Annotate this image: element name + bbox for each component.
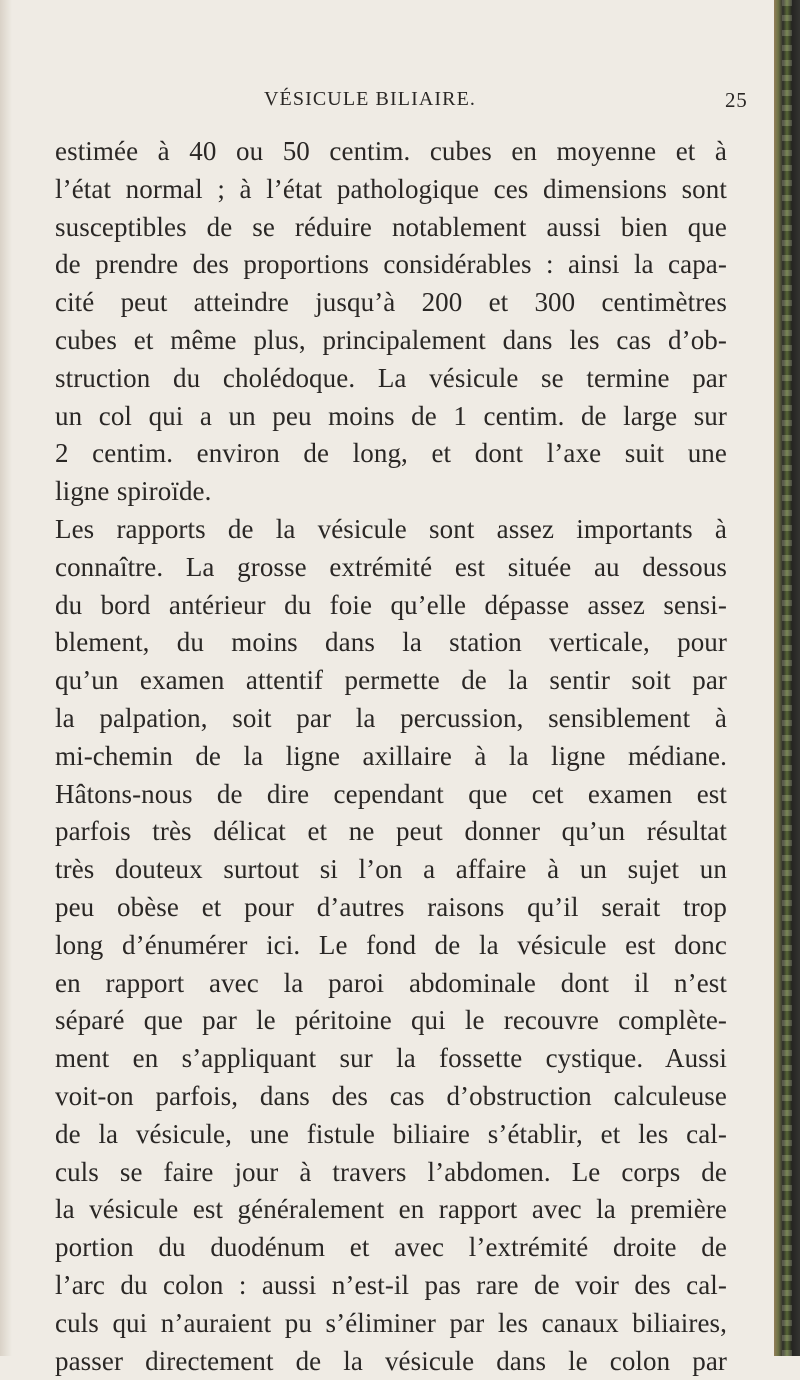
text-line-18: Hâtons-nous de dire cependant que cet examen est <box>55 776 727 814</box>
text-line-9: 2 centim. environ de long, et dont l’axe suit une <box>55 435 727 473</box>
text-line-10: ligne spiroïde. <box>55 473 727 511</box>
page-number: 25 <box>725 88 747 113</box>
text-line-21: peu obèse et pour d’autres raisons qu’il serait trop <box>55 889 727 927</box>
text-line-25: ment en s’appliquant sur la fossette cystique. Aussi <box>55 1040 727 1078</box>
text-line-31: l’arc du colon : aussi n’est-il pas rare de voir des cal- <box>55 1267 727 1305</box>
text-line-16: la palpation, soit par la percussion, sensiblement à <box>55 700 727 738</box>
text-line-32: culs qui n’auraient pu s’éliminer par les canaux biliaires, <box>55 1305 727 1343</box>
text-line-11: Les rapports de la vésicule sont assez importants à <box>55 511 727 549</box>
running-head-title: VÉSICULE BILIAIRE. <box>264 88 476 111</box>
text-line-2: l’état normal ; à l’état pathologique ces dimensions sont <box>55 171 727 209</box>
text-line-19: parfois très délicat et ne peut donner qu’un résultat <box>55 813 727 851</box>
page-edge <box>774 0 800 1356</box>
text-line-13: du bord antérieur du foie qu’elle dépasse assez sensi- <box>55 587 727 625</box>
text-line-29: la vésicule est généralement en rapport avec la première <box>55 1191 727 1229</box>
text-line-3: susceptibles de se réduire notablement aussi bien que <box>55 209 727 247</box>
text-line-14: blement, du moins dans la station verticale, pour <box>55 624 727 662</box>
text-line-1: estimée à 40 ou 50 centim. cubes en moyenne et à <box>55 133 727 171</box>
page-gutter-shadow <box>0 0 12 1356</box>
text-line-15: qu’un examen attentif permette de la sentir soit par <box>55 662 727 700</box>
text-line-27: de la vésicule, une fistule biliaire s’établir, et les cal- <box>55 1116 727 1154</box>
text-line-6: cubes et même plus, principalement dans les cas d’ob- <box>55 322 727 360</box>
text-line-26: voit-on parfois, dans des cas d’obstruction calculeuse <box>55 1078 727 1116</box>
text-line-17: mi-chemin de la ligne axillaire à la ligne médiane. <box>55 738 727 776</box>
text-line-22: long d’énumérer ici. Le fond de la vésicule est donc <box>55 927 727 965</box>
text-line-5: cité peut atteindre jusqu’à 200 et 300 centimètres <box>55 284 727 322</box>
text-line-8: un col qui a un peu moins de 1 centim. de large sur <box>55 398 727 436</box>
text-line-23: en rapport avec la paroi abdominale dont il n’est <box>55 965 727 1003</box>
book-page-text <box>55 133 727 1380</box>
text-line-7: struction du cholédoque. La vésicule se termine par <box>55 360 727 398</box>
text-line-33: passer directement de la vésicule dans le colon par <box>55 1343 727 1380</box>
text-line-30: portion du duodénum et avec l’extrémité droite de <box>55 1229 727 1267</box>
running-header <box>0 88 774 116</box>
text-line-4: de prendre des proportions considérables : ainsi la capa- <box>55 246 727 284</box>
text-line-12: connaître. La grosse extrémité est située au dessous <box>55 549 727 587</box>
text-line-24: séparé que par le péritoine qui le recouvre complète- <box>55 1002 727 1040</box>
text-line-20: très douteux surtout si l’on a affaire à un sujet un <box>55 851 727 889</box>
text-line-28: culs se faire jour à travers l’abdomen. Le corps de <box>55 1154 727 1192</box>
